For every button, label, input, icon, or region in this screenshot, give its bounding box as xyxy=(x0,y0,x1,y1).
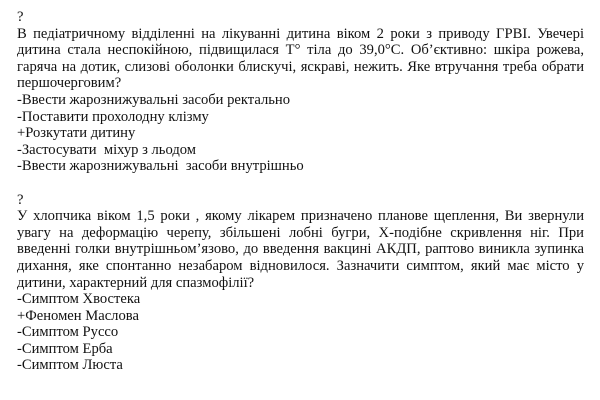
question-marker: ? xyxy=(17,9,24,25)
answer-option: -Застосувати міхур з льодом xyxy=(17,141,197,158)
document-page xyxy=(17,9,584,374)
answer-option: -Симптом Люста xyxy=(17,357,123,374)
answer-option: -Ввести жарознижувальні засоби ректально xyxy=(17,91,291,108)
question-block-1 xyxy=(17,9,584,175)
question-marker: ? xyxy=(17,191,24,208)
answer-option: -Поставити прохолодну клізму xyxy=(17,108,209,125)
answer-option: -Симптом Ерба xyxy=(17,340,113,357)
question-text: В педіатричному відділенні на лікуванні дитина віком 2 роки з приводу ГРВІ. Увечері дитина стала неспокійною, підвищилася Т° тіла до 39,0°С. Об’єктивно: шкіра рожева, гаряча на дотик, слизові оболонки блискучі, яскраві, нежить. Яке втручання треба обрати першочерговим? xyxy=(17,25,584,92)
answer-option-correct: +Розкутати дитину xyxy=(17,125,136,142)
answer-option: -Ввести жарознижувальні засоби внутрішньо xyxy=(17,158,304,175)
answer-option: -Симптом Руссо xyxy=(17,324,119,341)
question-block-2 xyxy=(17,192,584,375)
answer-option: -Симптом Хвостека xyxy=(17,291,141,308)
spacer xyxy=(17,175,584,192)
question-text: У хлопчика віком 1,5 роки , якому лікарем призначено планове щеплення, Ви звернули увагу на деформацію черепу, збільшені лобні бугри, Х-подібне скривлення ніг. При введенні голки внутрішньом’язово, до введення вакцині АКДП, раптово виникла зупинка дихання, яке спонтанно незабаром відновилося. Зазначити симптом, який має місто у дитини, характерний для спазмофілії? xyxy=(17,208,584,291)
answer-option-correct: +Феномен Маслова xyxy=(17,307,139,324)
